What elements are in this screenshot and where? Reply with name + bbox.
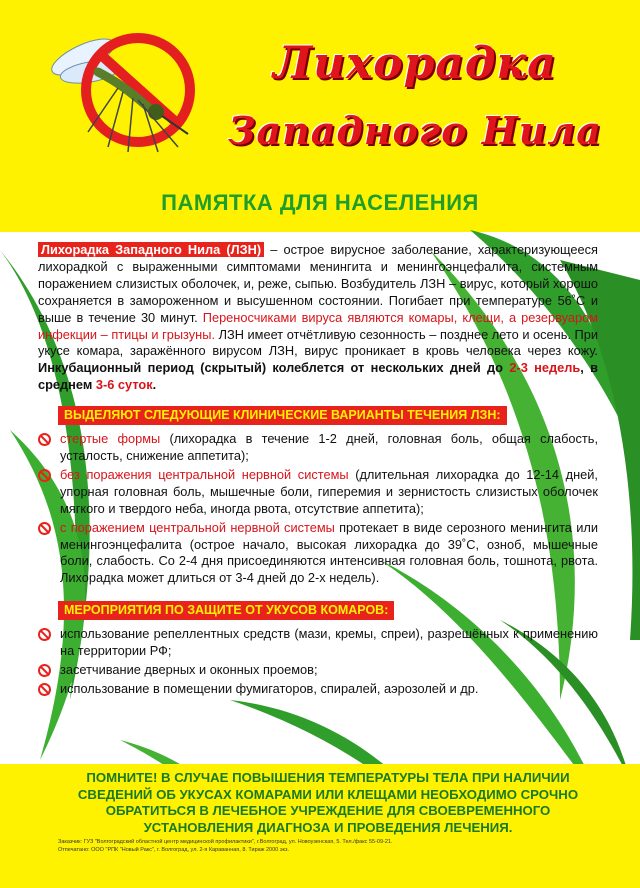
clinical-variants-heading: ВЫДЕЛЯЮТ СЛЕДУЮЩИЕ КЛИНИЧЕСКИЕ ВАРИАНТЫ ТЕЧЕНИЯ ЛЗН:: [58, 406, 507, 425]
list-item: [38, 467, 598, 518]
title-line-2: Западного Нила: [228, 108, 602, 153]
list-item: [38, 626, 598, 660]
subtitle: ПАМЯТКА ДЛЯ НАСЕЛЕНИЯ: [161, 190, 479, 215]
intro-text-1: – острое вирусное заболевание, характеризующееся лихорадкой с выраженными симптомами менингита и менингоэнцефалита, системным поражением слизистых оболочек, и, реже, сыпью. Возбудитель ЛЗН – вирус, который хорошо сохраняется в замороженном и высушенном состоянии. Погибает при температуре 56˚С и выше в течение 30 минут.: [38, 242, 598, 325]
variant-text: (длительная лихорадка до 12-14 дней, упорная головная боль, мышечные боли, гиперемия и зернистость слизистых оболочек мягкого и твердого неба, иногда рвота, отсутствие аппетита);: [60, 466, 598, 516]
variant-head: с поражением центральной нервной системы: [60, 519, 335, 535]
disease-term: Лихорадка Западного Нила (ЛЗН): [38, 242, 264, 257]
mosquito-prohibited-icon: [28, 12, 198, 162]
no-sign-bullet-icon: [38, 664, 51, 677]
incubation-and: , в среднем: [38, 360, 598, 393]
no-sign-bullet-icon: [38, 683, 51, 696]
imprint-line-2: Отпечатано: ООО "РПК "Новый Ракс", г. Волгоград, ул. 2-я Караванная, 8. Тираж 2000 экз.: [58, 847, 290, 853]
list-item: [38, 662, 598, 679]
intro-text-2: ЛЗН имеет отчётливую сезонность – позднее лето и осень. При укусе комара, заражённого вирусом ЛЗН, вирус проникает в кровь человека через кожу.: [38, 326, 598, 359]
clinical-variants-list: [38, 431, 598, 587]
incubation-text: Инкубационный период (скрытый) колеблется от нескольких дней до: [38, 360, 510, 376]
incubation-days: 3-6 суток: [95, 377, 153, 393]
imprint-footer: [58, 838, 598, 854]
list-item: [38, 520, 598, 588]
incubation-weeks: 2-3 недель: [509, 360, 581, 376]
list-item: [38, 431, 598, 465]
intro-paragraph: [38, 242, 598, 394]
protection-heading: МЕРОПРИЯТИЯ ПО ЗАЩИТЕ ОТ УКУСОВ КОМАРОВ:: [58, 601, 394, 620]
no-sign-bullet-icon: [38, 628, 51, 641]
no-sign-bullet-icon: [38, 469, 51, 482]
title-line-1: Лихорадка: [273, 38, 557, 89]
no-sign-bullet-icon: [38, 522, 51, 535]
variant-text: протекает в виде серозного менингита или менингоэнцефалита (острое начало, высокая лихорадка до 39˚С, озноб, мышечные боли, слабость. Со 2-4 дня присоединяются интенсивная головная боль, тошнота, рвота. Лихорадка может длиться от 3-4 дней до 2-х недель).: [60, 519, 598, 586]
protection-text: засетчивание дверных и оконных проемов;: [60, 661, 318, 677]
no-sign-bullet-icon: [38, 433, 51, 446]
variant-head: без поражения центральной нервной системы: [60, 466, 349, 482]
carriers-text: Переносчиками вируса являются комары, клещи, а резервуаром инфекции – птицы и грызуны.: [38, 309, 598, 342]
protection-text: использование репеллентных средств (мази, кремы, спреи), разрешённых к применению на территории РФ;: [60, 626, 598, 659]
incubation-period: .: [152, 377, 157, 393]
main-content: [38, 242, 598, 700]
list-item: [38, 681, 598, 698]
variant-text: (лихорадка в течение 1-2 дней, головная боль, общая слабость, усталость, снижение аппетита);: [60, 431, 598, 463]
imprint-line-1: Заказчик: ГУЗ "Волгоградский областной центр медицинской профилактики", г.Волгоград, ул. Новоузенская, 5. Тел./факс 55-09-21.: [58, 839, 393, 845]
variant-head: стертые формы: [60, 431, 161, 447]
protection-list: [38, 626, 598, 698]
protection-text: использование в помещении фумигаторов, спиралей, аэрозолей и др.: [60, 680, 479, 696]
warning-text: ПОМНИТЕ! В СЛУЧАЕ ПОВЫШЕНИЯ ТЕМПЕРАТУРЫ ТЕЛА ПРИ НАЛИЧИИ СВЕДЕНИЙ ОБ УКУСАХ КОМАРАМИ ИЛИ КЛЕЩАМИ НЕОБХОДИМО СРОЧНО ОБРАТИТЬСЯ В ЛЕЧЕБНОЕ УЧРЕЖДЕНИЕ ДЛЯ СВОЕВРЕМЕННОГО УСТАНОВЛЕНИЯ ДИАГНОЗА И ПРОВЕДЕНИЯ ЛЕЧЕНИЯ.: [77, 770, 579, 835]
